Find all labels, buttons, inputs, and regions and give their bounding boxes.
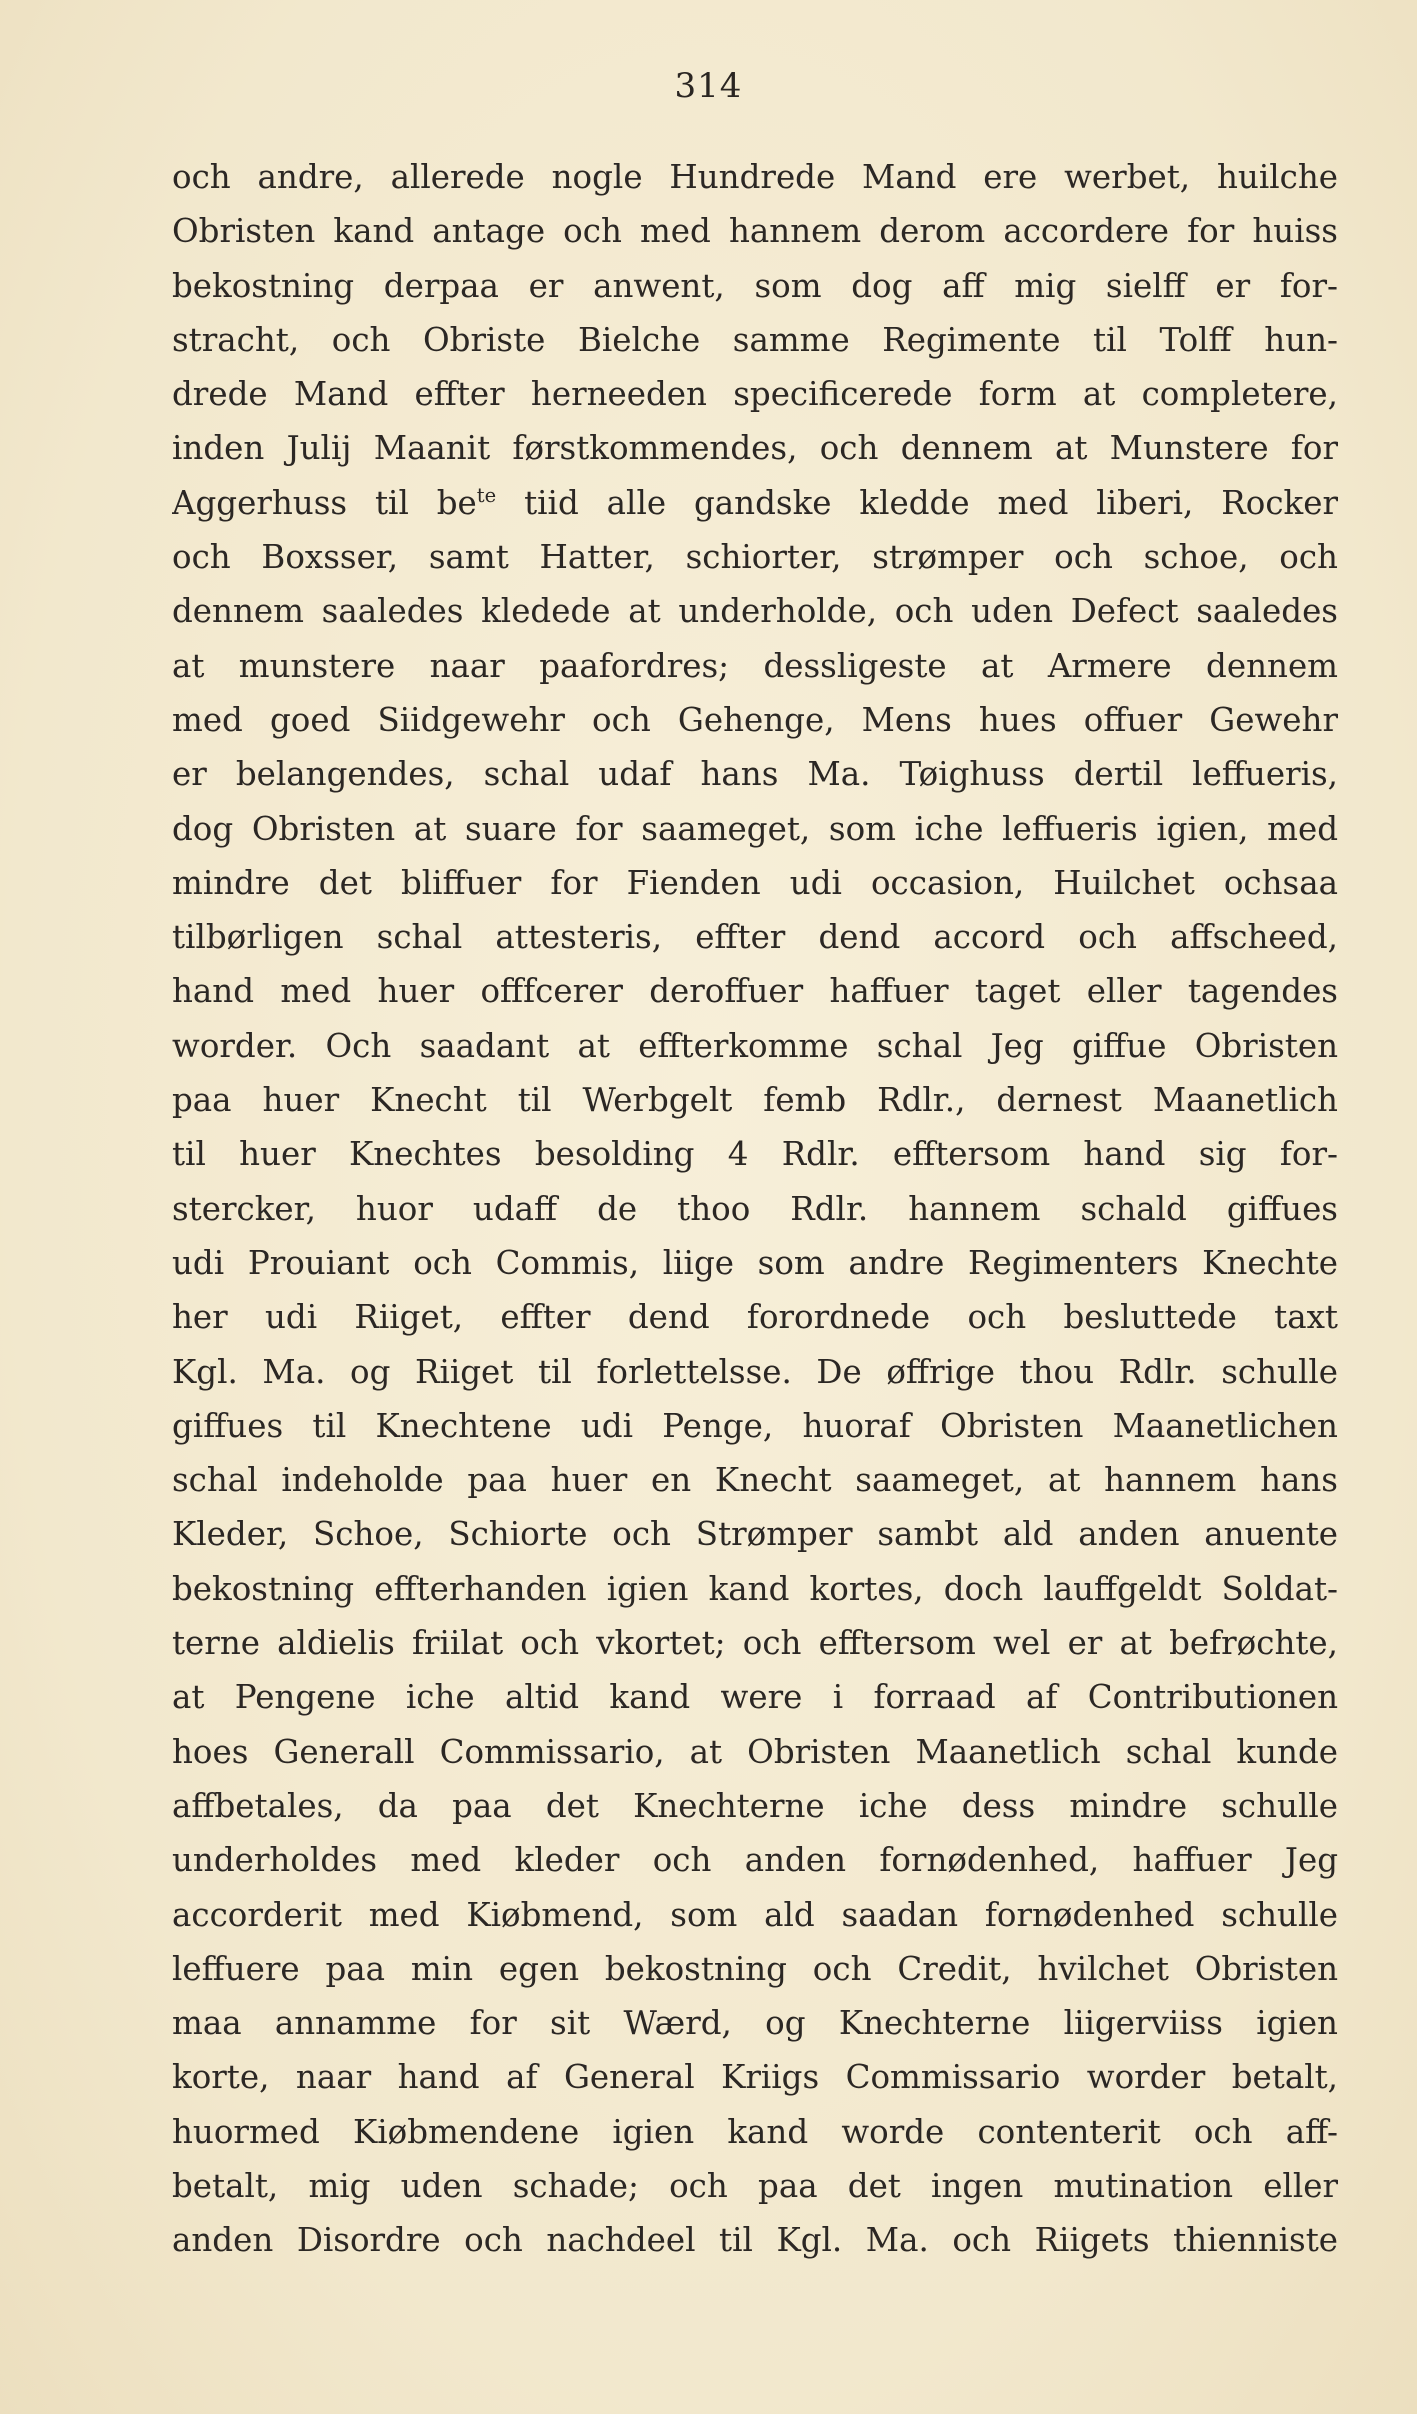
text-line: med goed Siidgewehr och Gehenge, Mens hues offuer Gewehr	[172, 700, 1338, 739]
text-line: dog Obristen at suare for saameget, som iche leffueris igien, med	[172, 809, 1338, 848]
text-line: accorderit med Kiøbmend, som ald saadan fornødenhed schulle	[172, 1895, 1338, 1934]
text-line: giffues til Knechtene udi Penge, huoraf Obristen Maanetlichen	[172, 1406, 1338, 1445]
text-line: huormed Kiøbmendene igien kand worde contenterit och aff-	[172, 2112, 1338, 2151]
text-line: stercker, huor udaff de thoo Rdlr. hannem schald giffues	[172, 1189, 1338, 1228]
text-line: at Pengene iche altid kand were i forraad af Contributionen	[172, 1678, 1338, 1717]
page-number: 314	[674, 66, 743, 106]
text-line: betalt, mig uden schade; och paa det ingen mutination eller	[172, 2166, 1338, 2205]
text-line: dennem saaledes kledede at underholde, och uden Defect saaledes	[172, 592, 1338, 631]
text-line: paa huer Knecht til Werbgelt femb Rdlr., dernest Maanetlich	[172, 1081, 1338, 1120]
text-line: stracht, och Obriste Bielche samme Regimente til Tolff hun-	[172, 320, 1338, 359]
text-line: til huer Knechtes besolding 4 Rdlr. efftersom hand sig for-	[172, 1135, 1338, 1174]
text-line: er belangendes, schal udaf hans Ma. Tøighuss dertil leffueris,	[172, 755, 1338, 794]
text-line: Obristen kand antage och med hannem derom accordere for huiss	[172, 212, 1338, 251]
text-line: hand med huer offfcerer deroffuer haffuer taget eller tagendes	[172, 972, 1338, 1011]
text-line: schal indeholde paa huer en Knecht saameget, at hannem hans	[172, 1461, 1338, 1500]
text-line-start: Aggerhuss til be	[172, 483, 477, 522]
text-line: her udi Riiget, effter dend forordnede och besluttede taxt	[172, 1298, 1338, 1337]
text-line: tilbørligen schal attesteris, effter dend accord och affscheed,	[172, 918, 1338, 957]
text-line-end: tiid alle gandske kledde med liberi, Rocker	[496, 483, 1338, 522]
text-line: Kleder, Schoe, Schiorte och Strømper sambt ald anden anuente	[172, 1515, 1338, 1554]
text-line: drede Mand effter herneeden specificerede form at completere,	[172, 375, 1338, 414]
text-line: at munstere naar paafordres; dessligeste at Armere dennem	[172, 646, 1338, 685]
text-line: anden Disordre och nachdeel til Kgl. Ma. och Riigets thienniste	[172, 2221, 1338, 2260]
text-line: bekostning effterhanden igien kand kortes, doch lauffgeldt Soldat-	[172, 1569, 1338, 1608]
text-line: affbetales, da paa det Knechterne iche dess mindre schulle	[172, 1786, 1338, 1825]
superscript-abbrev: te	[476, 483, 497, 507]
text-line: bekostning derpaa er anwent, som dog aff mig sielff er for-	[172, 266, 1338, 305]
text-line: och Boxsser, samt Hatter, schiorter, strømper och schoe, och	[172, 538, 1338, 577]
text-line: terne aldielis friilat och vkortet; och efftersom wel er at befrøchte,	[172, 1624, 1338, 1663]
text-line: hoes Generall Commissario, at Obristen Maanetlich schal kunde	[172, 1732, 1338, 1771]
text-line: maa annamme for sit Wærd, og Knechterne liigerviiss igien	[172, 2004, 1338, 2043]
text-line: korte, naar hand af General Kriigs Commissario worder betalt,	[172, 2058, 1338, 2097]
text-line: mindre det bliffuer for Fienden udi occasion, Huilchet ochsaa	[172, 863, 1338, 902]
text-line: worder. Och saadant at effterkomme schal Jeg giffue Obristen	[172, 1026, 1338, 1065]
text-line: och andre, allerede nogle Hundrede Mand ere werbet, huilche	[172, 158, 1338, 196]
text-line: udi Prouiant och Commis, liige som andre Regimenters Knechte	[172, 1243, 1338, 1282]
text-line: leffuere paa min egen bekostning och Credit, hvilchet Obristen	[172, 1949, 1338, 1988]
text-line: Kgl. Ma. og Riiget til forlettelsse. De øffrige thou Rdlr. schulle	[172, 1352, 1338, 1391]
text-line: inden Julij Maanit førstkommendes, och dennem at Munstere for	[172, 429, 1338, 468]
text-line: underholdes med kleder och anden fornødenhed, haffuer Jeg	[172, 1841, 1338, 1880]
body-text	[172, 150, 1338, 2268]
text-line-with-superscript	[172, 476, 1338, 530]
